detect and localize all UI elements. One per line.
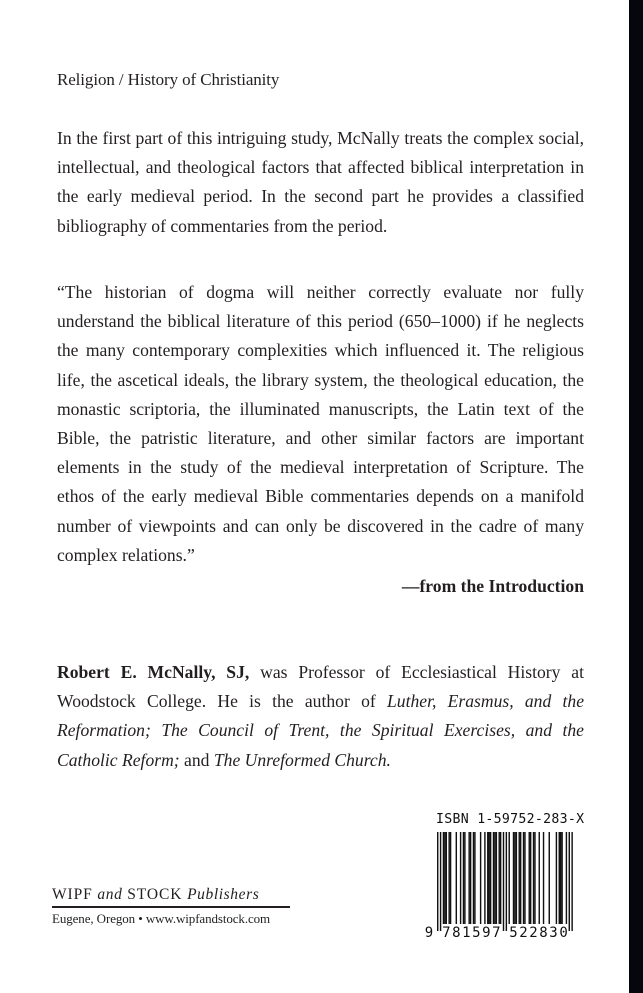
svg-text:7: 7 [442,925,451,939]
svg-text:5: 5 [509,925,518,939]
blurb-paragraph: In the first part of this intriguing study, McNally treats the complex social, intellectual, and theological factors that affected biblical interpretation in the early medieval period. In the second part he provides a classified bibliography of commentaries from the period. [57,128,584,236]
bio-text-1: was Professor of Ecclesiastical History at Woodstock College. He is the author of [57,662,584,712]
publisher-imprint [52,885,290,927]
svg-text:5: 5 [472,925,481,939]
svg-text:9: 9 [425,925,434,939]
svg-text:1: 1 [462,925,471,939]
publisher-name [52,885,290,908]
isbn-label: ISBN 1-59752-283-X [436,812,585,827]
svg-text:7: 7 [492,925,501,939]
publisher-address: Eugene, Oregon • www.wipfandstock.com [52,911,271,926]
book-title-2: The Council of Trent, the Spiritual Exercises, and the Catholic Reform; [57,720,584,770]
spine-strip [629,0,643,993]
svg-text:8: 8 [539,925,548,939]
bio-text-3: and [179,749,214,770]
quote-attribution: —from the Introduction [401,576,584,596]
category-label: Religion / History of Christianity [57,70,280,89]
quote-paragraph: “The historian of dogma will neither correctly evaluate nor fully understand the biblical literature of this period (650–1000) if he neglects the many contemporary complexities which influenced it. The religious life, the ascetical ideals, the library system, the theological education, the monastic scriptoria, the illuminated manuscripts, the Latin text of the Bible, the patristic literature, and other similar factors are important elements in the study of the medieval interpretation of Scripture. The ethos of the early medieval Bible commentaries depends on a manifold number of viewpoints and can only be discovered in the cadre of many complex relations.” [57,282,584,565]
author-name: Robert E. McNally, SJ, [57,662,250,682]
publisher-name-stock: STOCK [122,886,188,903]
book-title-1: Luther, Erasmus, and the Reformation; [57,691,585,741]
svg-text:3: 3 [549,925,558,939]
svg-text:9: 9 [482,925,491,939]
book-title-3: The Unreformed Church. [213,749,391,770]
barcode-icon [425,831,585,939]
publisher-name-and: and [97,886,123,903]
svg-text:8: 8 [452,925,461,939]
svg-text:2: 2 [529,925,538,939]
bio-text-2 [151,720,161,740]
svg-text:0: 0 [559,925,568,939]
isbn-barcode [425,812,585,938]
svg-text:2: 2 [519,925,528,939]
publisher-name-wipf: WIPF [52,886,98,903]
author-bio [57,658,584,775]
publisher-name-publishers: Publishers [187,886,260,903]
